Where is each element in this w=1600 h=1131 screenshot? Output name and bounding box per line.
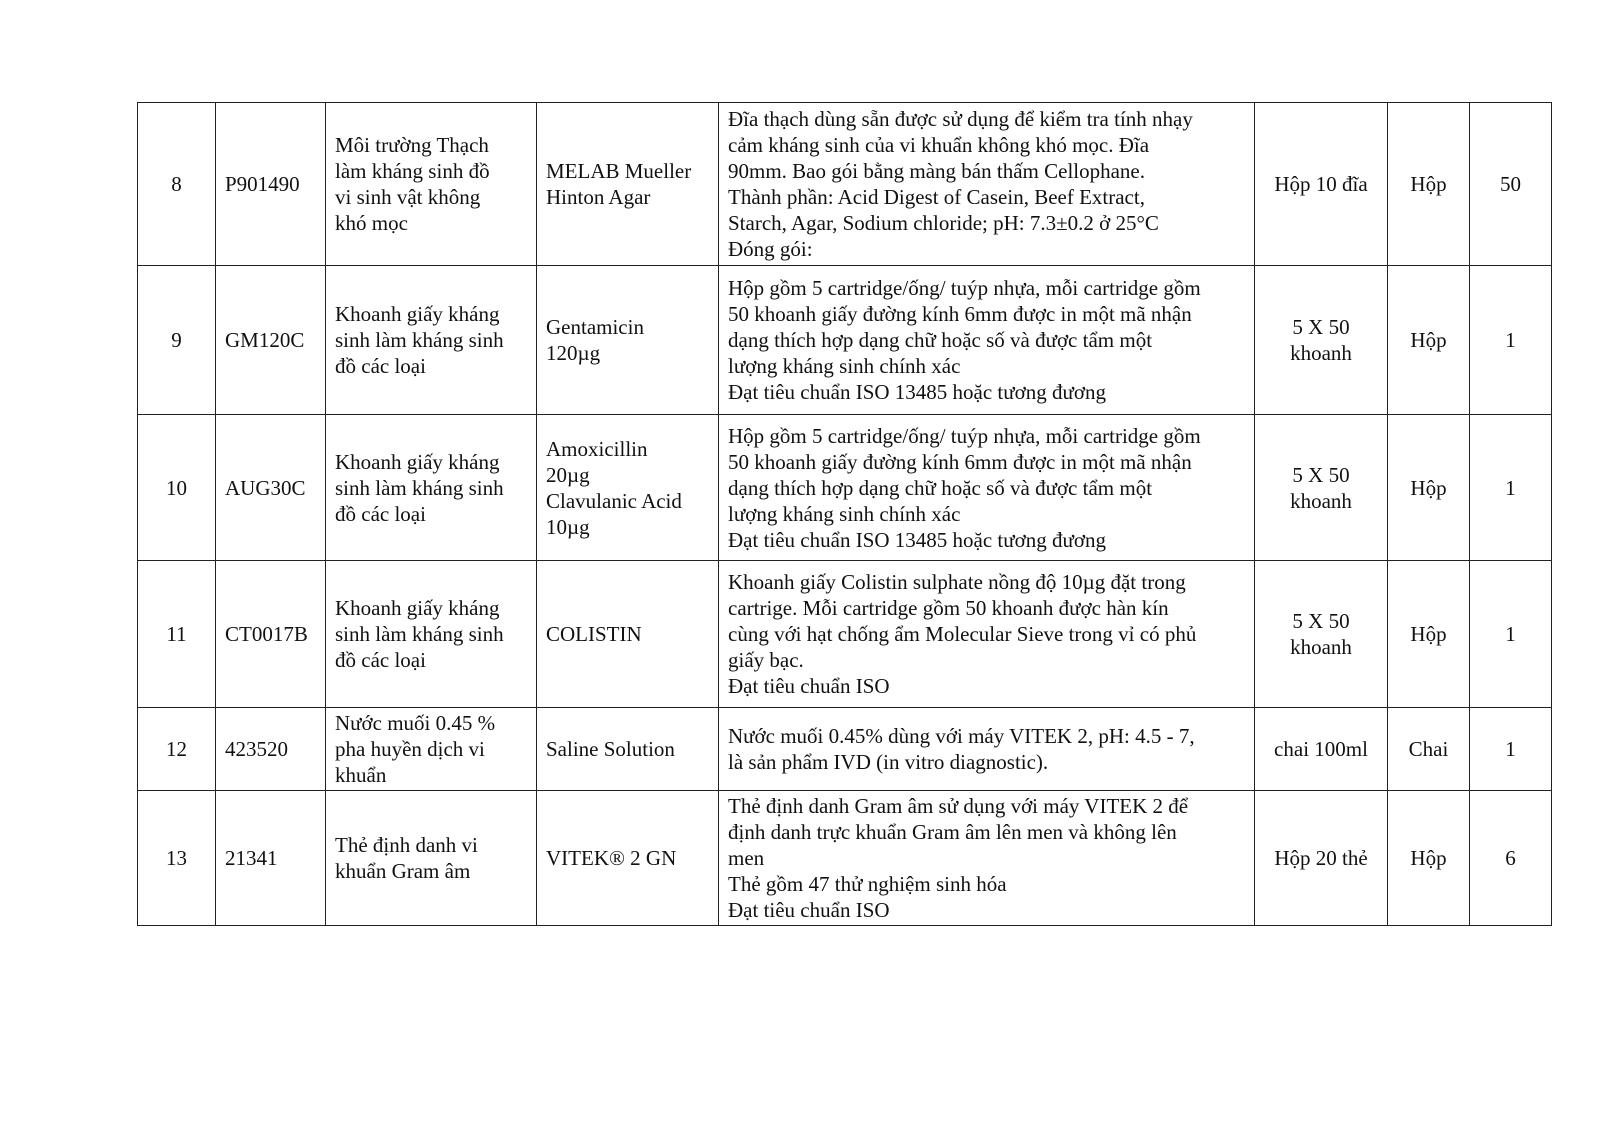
item-name-cell: [326, 561, 537, 708]
description-cell-line: 50 khoanh giấy đường kính 6mm được in một mã nhận: [728, 302, 1192, 326]
unit-cell: Hộp: [1388, 266, 1470, 415]
product-name-cell-line: VITEK® 2 GN: [546, 846, 677, 870]
row-number-cell: 11: [138, 561, 216, 708]
item-name-cell-line: khuẩn: [335, 763, 387, 787]
packaging-cell: [1255, 266, 1388, 415]
description-cell-line: giấy bạc.: [728, 648, 804, 672]
description-cell-line: men: [728, 846, 765, 870]
product-name-cell-line: Clavulanic Acid: [546, 488, 682, 513]
packaging-cell-line: khoanh: [1290, 488, 1352, 513]
packaging-cell-line: khoanh: [1290, 341, 1352, 365]
unit-cell: Chai: [1388, 708, 1470, 791]
item-name-cell-line: vi sinh vật không: [335, 185, 481, 209]
item-name-cell: [326, 103, 537, 266]
description-cell: [719, 103, 1255, 266]
item-name-cell-line: khuẩn Gram âm: [335, 859, 471, 883]
product-name-cell-line: Saline Solution: [546, 737, 675, 761]
packaging-cell: [1255, 791, 1388, 926]
packaging-cell: [1255, 708, 1388, 791]
item-name-cell: [326, 266, 537, 415]
item-name-cell-line: sinh làm kháng sinh: [335, 475, 504, 500]
product-code-cell: P901490: [216, 103, 326, 266]
quantity-cell: 1: [1470, 415, 1552, 561]
table-row: [138, 791, 1552, 926]
packaging-cell: [1255, 561, 1388, 708]
packaging-cell: [1255, 103, 1388, 266]
description-cell-line: lượng kháng sinh chính xác: [728, 501, 961, 526]
description-cell-line: Đạt tiêu chuẩn ISO: [728, 674, 890, 698]
product-name-cell-line: Gentamicin: [546, 315, 644, 339]
row-number-cell: 8: [138, 103, 216, 266]
description-cell-line: cartrige. Mỗi cartridge gồm 50 khoanh được hàn kín: [728, 596, 1169, 620]
packaging-cell-line: khoanh: [1290, 635, 1352, 659]
table-row: [138, 561, 1552, 708]
product-name-cell-line: 20µg: [546, 462, 590, 487]
unit-cell: Hộp: [1388, 103, 1470, 266]
product-name-cell-line: COLISTIN: [546, 622, 642, 646]
description-cell-line: dạng thích hợp dạng chữ hoặc số và được tẩm một: [728, 328, 1153, 352]
product-name-cell: [537, 266, 719, 415]
description-cell: [719, 266, 1255, 415]
description-cell-line: Hộp gồm 5 cartridge/ống/ tuýp nhựa, mỗi cartridge gồm: [728, 276, 1201, 300]
table-row: [138, 103, 1552, 266]
item-name-cell-line: làm kháng sinh đồ: [335, 159, 490, 183]
item-name-cell-line: Khoanh giấy kháng: [335, 449, 500, 474]
description-cell-line: Starch, Agar, Sodium chloride; pH: 7.3±0.2 ở 25°C: [728, 211, 1159, 235]
product-code-cell: 423520: [216, 708, 326, 791]
quantity-cell: 1: [1470, 561, 1552, 708]
description-cell: [719, 708, 1255, 791]
description-cell-line: Đạt tiêu chuẩn ISO: [728, 898, 890, 922]
description-cell-line: Đạt tiêu chuẩn ISO 13485 hoặc tương đương: [728, 380, 1106, 404]
description-cell-line: Thành phần: Acid Digest of Casein, Beef Extract,: [728, 185, 1145, 209]
quantity-cell: 1: [1470, 266, 1552, 415]
item-name-cell-line: Thẻ định danh vi: [335, 833, 478, 857]
item-name-cell: [326, 708, 537, 791]
table-row: [138, 708, 1552, 791]
row-number-cell: 13: [138, 791, 216, 926]
item-name-cell-line: đồ các loại: [335, 648, 426, 672]
description-cell-line: lượng kháng sinh chính xác: [728, 354, 961, 378]
description-cell-line: Nước muối 0.45% dùng với máy VITEK 2, pH: 4.5 - 7,: [728, 724, 1195, 748]
product-name-cell: [537, 561, 719, 708]
description-cell-line: định danh trực khuẩn Gram âm lên men và không lên: [728, 820, 1177, 844]
packaging-cell: [1255, 415, 1388, 561]
row-number-cell: 9: [138, 266, 216, 415]
item-name-cell-line: đồ các loại: [335, 501, 426, 526]
item-name-cell-line: Khoanh giấy kháng: [335, 302, 500, 326]
quantity-cell: 6: [1470, 791, 1552, 926]
product-name-cell-line: MELAB Mueller: [546, 159, 692, 183]
description-cell-line: Đĩa thạch dùng sẵn được sử dụng để kiểm tra tính nhạy: [728, 107, 1193, 131]
description-cell-line: Khoanh giấy Colistin sulphate nồng độ 10µg đặt trong: [728, 570, 1186, 594]
item-name-cell-line: đồ các loại: [335, 354, 426, 378]
items-table-body: [138, 103, 1552, 926]
description-cell: [719, 561, 1255, 708]
table-row: [138, 415, 1552, 561]
packaging-cell-line: 5 X 50: [1292, 315, 1350, 339]
product-code-cell: GM120C: [216, 266, 326, 415]
description-cell-line: là sản phẩm IVD (in vitro diagnostic).: [728, 750, 1049, 774]
packaging-cell-line: 5 X 50: [1292, 462, 1350, 487]
item-name-cell-line: Môi trường Thạch: [335, 133, 489, 157]
quantity-cell: 50: [1470, 103, 1552, 266]
product-code-cell: 21341: [216, 791, 326, 926]
row-number-cell: 10: [138, 415, 216, 561]
product-name-cell-line: 120µg: [546, 341, 601, 365]
packaging-cell-line: 5 X 50: [1292, 609, 1350, 633]
product-name-cell-line: 10µg: [546, 514, 590, 539]
description-cell-line: dạng thích hợp dạng chữ hoặc số và được tẩm một: [728, 475, 1153, 500]
item-name-cell-line: sinh làm kháng sinh: [335, 328, 504, 352]
table-row: [138, 266, 1552, 415]
item-name-cell: [326, 415, 537, 561]
packaging-cell-line: chai 100ml: [1274, 737, 1368, 761]
description-cell-line: 50 khoanh giấy đường kính 6mm được in một mã nhận: [728, 449, 1192, 474]
row-number-cell: 12: [138, 708, 216, 791]
item-name-cell-line: Khoanh giấy kháng: [335, 596, 500, 620]
product-name-cell-line: Amoxicillin: [546, 436, 648, 461]
quantity-cell: 1: [1470, 708, 1552, 791]
items-table: [137, 102, 1552, 926]
description-cell-line: Hộp gồm 5 cartridge/ống/ tuýp nhựa, mỗi cartridge gồm: [728, 423, 1201, 448]
unit-cell: Hộp: [1388, 415, 1470, 561]
item-name-cell-line: Nước muối 0.45 %: [335, 711, 496, 735]
product-name-cell: [537, 103, 719, 266]
product-name-cell: [537, 415, 719, 561]
description-cell-line: cảm kháng sinh của vi khuẩn không khó mọc. Đĩa: [728, 133, 1150, 157]
packaging-cell-line: Hộp 10 đĩa: [1274, 172, 1368, 196]
item-name-cell-line: pha huyền dịch vi: [335, 737, 485, 761]
description-cell-line: Thẻ gồm 47 thử nghiệm sinh hóa: [728, 872, 1007, 896]
product-code-cell: CT0017B: [216, 561, 326, 708]
description-cell-line: cùng với hạt chống ẩm Molecular Sieve trong vỉ có phủ: [728, 622, 1197, 646]
product-name-cell: [537, 708, 719, 791]
description-cell-line: Thẻ định danh Gram âm sử dụng với máy VITEK 2 để: [728, 794, 1189, 818]
description-cell-line: 90mm. Bao gói bằng màng bán thấm Cellophane.: [728, 159, 1146, 183]
description-cell-line: Đạt tiêu chuẩn ISO 13485 hoặc tương đương: [728, 527, 1106, 552]
unit-cell: Hộp: [1388, 561, 1470, 708]
unit-cell: Hộp: [1388, 791, 1470, 926]
description-cell: [719, 415, 1255, 561]
product-name-cell-line: Hinton Agar: [546, 185, 651, 209]
item-name-cell-line: sinh làm kháng sinh: [335, 622, 504, 646]
description-cell: [719, 791, 1255, 926]
item-name-cell-line: khó mọc: [335, 211, 408, 235]
item-name-cell: [326, 791, 537, 926]
product-name-cell: [537, 791, 719, 926]
description-cell-line: Đóng gói:: [728, 237, 813, 261]
packaging-cell-line: Hộp 20 thẻ: [1274, 846, 1368, 870]
product-code-cell: AUG30C: [216, 415, 326, 561]
